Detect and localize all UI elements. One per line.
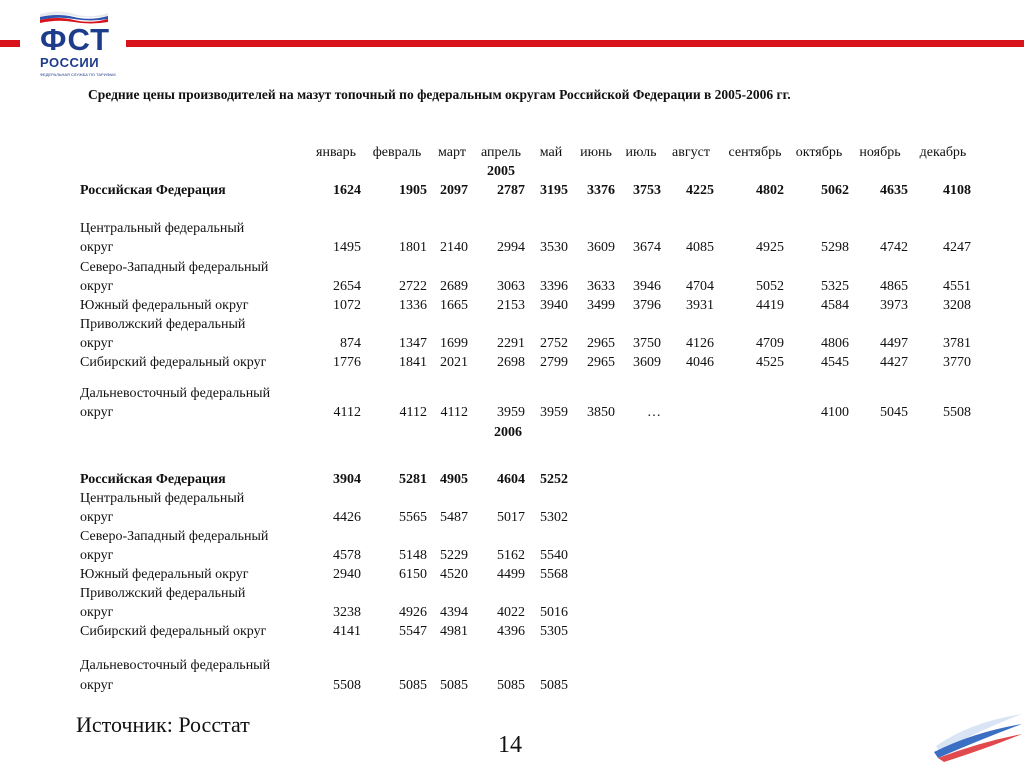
region-label: Центральный федеральный — [80, 491, 245, 506]
table-cell: … — [647, 405, 661, 420]
table-cell: 3753 — [633, 183, 661, 198]
table-cell: 5252 — [540, 472, 568, 487]
table-cell: 5062 — [821, 183, 849, 198]
table-cell: 4520 — [440, 567, 468, 582]
table-cell: 3674 — [633, 240, 661, 255]
table-cell: 3063 — [497, 279, 525, 294]
table-cell: 4112 — [399, 405, 427, 420]
header-red-line — [0, 40, 1024, 47]
table-cell: 5045 — [880, 405, 908, 420]
region-label: Российская Федерация — [80, 183, 226, 198]
table-cell: 2994 — [497, 240, 525, 255]
page-number: 14 — [498, 732, 522, 758]
table-cell: 3796 — [633, 298, 661, 313]
table-cell: 4394 — [440, 605, 468, 620]
table-cell: 2153 — [497, 298, 525, 313]
table-cell: 4525 — [756, 355, 784, 370]
table-cell: 4225 — [686, 183, 714, 198]
table-cell: 3781 — [943, 336, 971, 351]
month-header: октябрь — [795, 145, 843, 160]
table-cell: 1699 — [440, 336, 468, 351]
table-cell: 5508 — [333, 678, 361, 693]
table-cell: 4905 — [440, 472, 468, 487]
table-cell: 5085 — [540, 678, 568, 693]
table-cell: 3959 — [540, 405, 568, 420]
table-cell: 2097 — [440, 183, 468, 198]
table-cell: 4981 — [440, 624, 468, 639]
table-cell: 2965 — [587, 336, 615, 351]
table-cell: 5547 — [399, 624, 427, 639]
month-header: декабрь — [919, 145, 967, 160]
region-label: Южный федеральный округ — [80, 567, 249, 582]
table-cell: 5302 — [540, 510, 568, 525]
region-label: округ — [80, 605, 114, 620]
region-label: округ — [80, 548, 114, 563]
table-cell: 4802 — [756, 183, 784, 198]
table-cell: 4545 — [821, 355, 849, 370]
table-cell: 5229 — [440, 548, 468, 563]
table-cell: 2965 — [587, 355, 615, 370]
table-cell: 3959 — [497, 405, 525, 420]
month-header: апрель — [480, 145, 522, 160]
table-cell: 4499 — [497, 567, 525, 582]
table-cell: 5085 — [497, 678, 525, 693]
month-header: ноябрь — [859, 145, 901, 160]
table-cell: 3499 — [587, 298, 615, 313]
fst-logo — [20, 0, 126, 88]
table-cell: 3946 — [633, 279, 661, 294]
month-header: май — [539, 145, 563, 160]
table-cell: 3396 — [540, 279, 568, 294]
month-header: июнь — [580, 145, 612, 160]
table-cell: 4108 — [943, 183, 971, 198]
region-label: Южный федеральный округ — [80, 298, 249, 313]
table-cell: 5281 — [399, 472, 427, 487]
table-cell: 4551 — [943, 279, 971, 294]
table-cell: 2698 — [497, 355, 525, 370]
region-label: округ — [80, 240, 114, 255]
region-label: Приволжский федеральный — [80, 586, 246, 601]
table-cell: 5325 — [821, 279, 849, 294]
logo-tagline: ФЕДЕРАЛЬНАЯ СЛУЖБА ПО ТАРИФАМ — [40, 72, 116, 77]
table-cell: 2291 — [497, 336, 525, 351]
month-header: март — [438, 145, 466, 160]
table-cell: 2689 — [440, 279, 468, 294]
table-cell: 2940 — [333, 567, 361, 582]
table-cell: 1072 — [333, 298, 361, 313]
region-label: Российская Федерация — [80, 472, 226, 487]
table-cell: 4806 — [821, 336, 849, 351]
month-header: июль — [625, 145, 657, 160]
page-title: Средние цены производителей на мазут топочный по федеральным округам Российской Федерации в 2005-2006 гг. — [88, 87, 791, 102]
table-cell: 5052 — [756, 279, 784, 294]
table-cell: 4709 — [756, 336, 784, 351]
table-cell: 4426 — [333, 510, 361, 525]
table-cell: 5508 — [943, 405, 971, 420]
region-label: округ — [80, 279, 114, 294]
table-cell: 5162 — [497, 548, 525, 563]
table-cell: 5085 — [440, 678, 468, 693]
table-cell: 4022 — [497, 605, 525, 620]
table-cell: 1665 — [440, 298, 468, 313]
table-cell: 4247 — [943, 240, 971, 255]
region-label: Дальневосточный федеральный — [80, 386, 271, 401]
table-cell: 4419 — [756, 298, 784, 313]
month-header: август — [672, 145, 710, 160]
region-label: Северо-Западный федеральный — [80, 260, 269, 275]
table-cell: 874 — [340, 336, 361, 351]
table-cell: 4497 — [880, 336, 908, 351]
table-cell: 3940 — [540, 298, 568, 313]
region-label: округ — [80, 405, 114, 420]
table-cell: 4141 — [333, 624, 361, 639]
table-cell: 1336 — [399, 298, 427, 313]
table-cell: 3238 — [333, 605, 361, 620]
table-cell: 5540 — [540, 548, 568, 563]
table-cell: 1841 — [399, 355, 427, 370]
table-cell: 5565 — [399, 510, 427, 525]
table-cell: 4112 — [440, 405, 468, 420]
table-cell: 2021 — [440, 355, 468, 370]
region-label: Дальневосточный федеральный — [80, 658, 271, 673]
table-cell: 4126 — [686, 336, 714, 351]
table-cell: 3530 — [540, 240, 568, 255]
table-cell: 5298 — [821, 240, 849, 255]
region-label: округ — [80, 510, 114, 525]
source-note: Источник: Росстат — [76, 712, 250, 737]
region-label: Сибирский федеральный округ — [80, 624, 267, 639]
decorative-swoosh-icon — [930, 704, 1024, 764]
table-cell: 1624 — [333, 183, 361, 198]
table-cell: 3931 — [686, 298, 714, 313]
table-cell: 1495 — [333, 240, 361, 255]
table-cell: 3609 — [633, 355, 661, 370]
table-cell: 2722 — [399, 279, 427, 294]
region-label: Сибирский федеральный округ — [80, 355, 267, 370]
table-cell: 4604 — [497, 472, 525, 487]
table-cell: 6150 — [399, 567, 427, 582]
region-label: Северо-Западный федеральный — [80, 529, 269, 544]
table-cell: 3376 — [587, 183, 615, 198]
table-cell: 5017 — [497, 510, 525, 525]
table-cell: 5487 — [440, 510, 468, 525]
table-cell: 4584 — [821, 298, 849, 313]
region-label: округ — [80, 678, 114, 693]
table-cell: 3609 — [587, 240, 615, 255]
table-cell: 1905 — [399, 183, 427, 198]
table-cell: 5148 — [399, 548, 427, 563]
table-cell: 3208 — [943, 298, 971, 313]
table-cell: 2752 — [540, 336, 568, 351]
table-cell: 2787 — [497, 183, 525, 198]
table-cell: 4046 — [686, 355, 714, 370]
region-label: Центральный федеральный — [80, 221, 245, 236]
table-cell: 4926 — [399, 605, 427, 620]
table-cell: 3750 — [633, 336, 661, 351]
table-cell: 1776 — [333, 355, 361, 370]
table-cell: 3850 — [587, 405, 615, 420]
table-cell: 4704 — [686, 279, 714, 294]
month-header: февраль — [372, 145, 422, 160]
region-label: Приволжский федеральный — [80, 317, 246, 332]
table-cell: 3973 — [880, 298, 908, 313]
year-label-2006: 2006 — [494, 425, 522, 440]
table-cell: 4100 — [821, 405, 849, 420]
table-cell: 1801 — [399, 240, 427, 255]
table-cell: 1347 — [399, 336, 427, 351]
table-cell: 2654 — [333, 279, 361, 294]
table-cell: 5085 — [399, 678, 427, 693]
table-cell: 4635 — [880, 183, 908, 198]
table-cell: 5568 — [540, 567, 568, 582]
table-cell: 4085 — [686, 240, 714, 255]
table-cell: 4925 — [756, 240, 784, 255]
table-cell: 3195 — [540, 183, 568, 198]
table-cell: 4578 — [333, 548, 361, 563]
table-cell: 4396 — [497, 624, 525, 639]
table-cell: 3770 — [943, 355, 971, 370]
month-header: январь — [316, 145, 356, 160]
table-cell: 5305 — [540, 624, 568, 639]
table-cell: 4112 — [333, 405, 361, 420]
table-cell: 2799 — [540, 355, 568, 370]
region-label: округ — [80, 336, 114, 351]
table-cell: 3904 — [333, 472, 361, 487]
table-cell: 3633 — [587, 279, 615, 294]
logo-text: ФСТ — [40, 22, 111, 57]
table-cell: 4427 — [880, 355, 908, 370]
table-cell: 4865 — [880, 279, 908, 294]
table-cell: 4742 — [880, 240, 908, 255]
logo-subtitle: РОССИИ — [40, 55, 100, 70]
year-label-2005: 2005 — [487, 164, 515, 179]
month-header: сентябрь — [728, 145, 782, 160]
table-cell: 5016 — [540, 605, 568, 620]
table-cell: 2140 — [440, 240, 468, 255]
